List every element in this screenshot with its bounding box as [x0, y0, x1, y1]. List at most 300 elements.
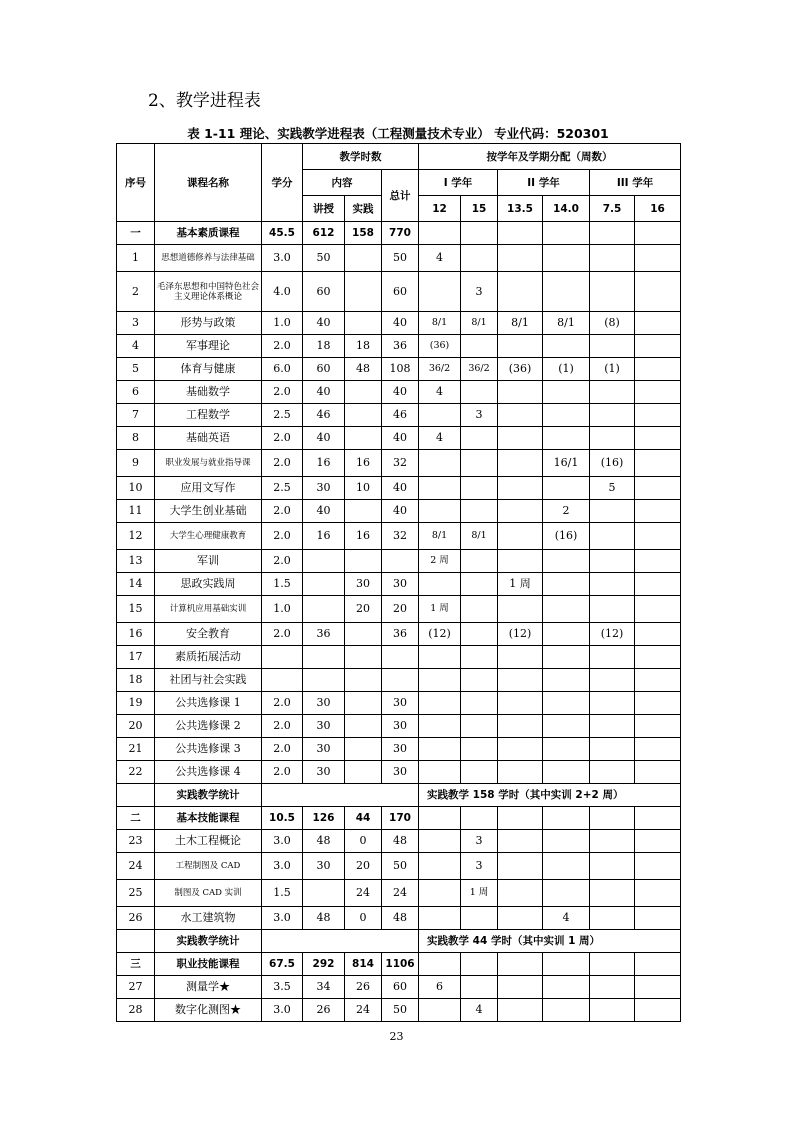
cell-sem-4 [543, 245, 590, 272]
cell-seq: 1 [117, 245, 155, 272]
cell-sem-5 [590, 807, 635, 830]
cell-sem-3 [498, 404, 543, 427]
cell-sem-4 [543, 692, 590, 715]
cell-seq: 一 [117, 222, 155, 245]
table-row [117, 550, 681, 573]
cell-total-hours: 1106 [382, 953, 419, 976]
cell-course-name: 职业技能课程 [155, 953, 262, 976]
cell-seq: 5 [117, 358, 155, 381]
cell-sem-5 [590, 692, 635, 715]
cell-lecture-hours: 612 [303, 222, 345, 245]
cell-credit: 2.0 [262, 623, 303, 646]
cell-lecture-hours: 46 [303, 404, 345, 427]
cell-sem-5 [590, 335, 635, 358]
cell-sem-1: 8/1 [419, 312, 461, 335]
cell-sem-3 [498, 692, 543, 715]
cell-credit: 3.0 [262, 907, 303, 930]
cell-sem-3 [498, 450, 543, 477]
cell-course-name: 安全教育 [155, 623, 262, 646]
practice-stat-row [117, 930, 681, 953]
cell-lecture-hours [303, 669, 345, 692]
table-row [117, 646, 681, 669]
cell-sem-1 [419, 573, 461, 596]
header-year-2: II 学年 [498, 170, 590, 196]
cell-sem-3: 1 周 [498, 573, 543, 596]
cell-sem-2 [461, 669, 498, 692]
cell-sem-4 [543, 646, 590, 669]
cell-sem-5 [590, 976, 635, 999]
table-caption: 表 1-11 理论、实践教学进程表（工程测量技术专业） 专业代码：520301 [187, 126, 609, 141]
table-row [117, 245, 681, 272]
cell-sem-2 [461, 807, 498, 830]
cell-practice-hours: 18 [345, 335, 382, 358]
cell-sem-5: (1) [590, 358, 635, 381]
cell-sem-5: (16) [590, 450, 635, 477]
cell-total-hours: 108 [382, 358, 419, 381]
cell-sem-4 [543, 999, 590, 1022]
cell-sem-2 [461, 427, 498, 450]
table-row [117, 381, 681, 404]
cell-practice-hours: 0 [345, 907, 382, 930]
cell-sem-5 [590, 596, 635, 623]
cell-sem-3 [498, 245, 543, 272]
cell-sem-3 [498, 807, 543, 830]
cell-seq: 3 [117, 312, 155, 335]
cell-practice-hours [345, 272, 382, 312]
cell-sem-6 [635, 623, 681, 646]
cell-sem-1 [419, 222, 461, 245]
cell-credit: 2.0 [262, 715, 303, 738]
header-hours: 教学时数 [303, 144, 419, 170]
cell-practice-hours: 0 [345, 830, 382, 853]
table-row [117, 272, 681, 312]
cell-lecture-hours: 48 [303, 907, 345, 930]
cell-total-hours: 32 [382, 450, 419, 477]
cell-sem-1 [419, 738, 461, 761]
cell-sem-5 [590, 953, 635, 976]
cell-sem-3 [498, 738, 543, 761]
cell-sem-5 [590, 427, 635, 450]
table-row [117, 573, 681, 596]
cell-sem-4 [543, 807, 590, 830]
cell-sem-5 [590, 830, 635, 853]
cell-total-hours: 40 [382, 427, 419, 450]
cell-seq: 8 [117, 427, 155, 450]
cell-seq: 4 [117, 335, 155, 358]
cell-sem-3: 8/1 [498, 312, 543, 335]
cell-sem-2: 1 周 [461, 880, 498, 907]
cell-credit: 6.0 [262, 358, 303, 381]
cell-practice-hours [345, 245, 382, 272]
cell-sem-6 [635, 853, 681, 880]
cell-sem-1 [419, 830, 461, 853]
cell-sem-6 [635, 953, 681, 976]
cell-sem-1: 36/2 [419, 358, 461, 381]
table-row [117, 523, 681, 550]
cell-sem-6 [635, 450, 681, 477]
header-semester-2: 15 [461, 196, 498, 222]
cell-sem-3 [498, 500, 543, 523]
table-row [117, 404, 681, 427]
cell-practice-hours: 814 [345, 953, 382, 976]
cell-seq: 27 [117, 976, 155, 999]
cell-sem-2 [461, 692, 498, 715]
cell-lecture-hours [303, 880, 345, 907]
cell-sem-4 [543, 976, 590, 999]
cell-credit: 2.0 [262, 523, 303, 550]
cell-sem-6 [635, 427, 681, 450]
cell-sem-3 [498, 550, 543, 573]
cell-sem-2 [461, 596, 498, 623]
cell-practice-hours [345, 312, 382, 335]
cell-sem-6 [635, 907, 681, 930]
cell-practice-hours [345, 550, 382, 573]
cell-lecture-hours: 40 [303, 312, 345, 335]
cell-sem-5 [590, 907, 635, 930]
cell-credit: 2.0 [262, 550, 303, 573]
cell-course-name: 公共选修课 4 [155, 761, 262, 784]
cell-sem-6 [635, 404, 681, 427]
cell-seq: 16 [117, 623, 155, 646]
cell-sem-2 [461, 500, 498, 523]
cell-sem-6 [635, 669, 681, 692]
cell-sem-3 [498, 999, 543, 1022]
cell-course-name: 应用文写作 [155, 477, 262, 500]
cell-seq: 9 [117, 450, 155, 477]
cell-total-hours [382, 669, 419, 692]
cell-credit: 2.0 [262, 427, 303, 450]
table-row [117, 312, 681, 335]
cell-lecture-hours: 48 [303, 830, 345, 853]
cell-sem-4 [543, 427, 590, 450]
cell-seq: 15 [117, 596, 155, 623]
cell-credit: 45.5 [262, 222, 303, 245]
cell-credit: 3.0 [262, 830, 303, 853]
cell-seq: 10 [117, 477, 155, 500]
cell-practice-hours: 24 [345, 999, 382, 1022]
cell-lecture-hours [303, 596, 345, 623]
cell-total-hours: 770 [382, 222, 419, 245]
cell-sem-4 [543, 573, 590, 596]
header-total: 总计 [382, 170, 419, 222]
cell-total-hours: 40 [382, 312, 419, 335]
cell-credit: 2.0 [262, 335, 303, 358]
cell-total-hours: 36 [382, 623, 419, 646]
cell-sem-2 [461, 222, 498, 245]
cell-lecture-hours: 40 [303, 381, 345, 404]
cell-credit: 2.0 [262, 381, 303, 404]
cell-sem-5 [590, 715, 635, 738]
cell-sem-6 [635, 807, 681, 830]
cell-lecture-hours: 26 [303, 999, 345, 1022]
cell-practice-hours: 26 [345, 976, 382, 999]
cell-credit: 1.5 [262, 573, 303, 596]
cell-course-name: 基本技能课程 [155, 807, 262, 830]
cell-lecture-hours: 16 [303, 523, 345, 550]
cell-practice-hours [345, 427, 382, 450]
cell-sem-5 [590, 761, 635, 784]
cell-sem-5: (12) [590, 623, 635, 646]
cell-sem-3 [498, 646, 543, 669]
cell-sem-4: 2 [543, 500, 590, 523]
cell-lecture-hours: 60 [303, 358, 345, 381]
cell-sem-3 [498, 477, 543, 500]
cell-seq: 17 [117, 646, 155, 669]
cell-sem-6 [635, 761, 681, 784]
cell-seq: 二 [117, 807, 155, 830]
table-row [117, 427, 681, 450]
cell-lecture-hours: 18 [303, 335, 345, 358]
cell-sem-2 [461, 761, 498, 784]
table-row [117, 976, 681, 999]
cell-seq: 2 [117, 272, 155, 312]
cell-sem-4 [543, 669, 590, 692]
cell-sem-1: 1 周 [419, 596, 461, 623]
cell-practice-hours: 16 [345, 523, 382, 550]
section-heading: 2、教学进程表 [148, 91, 261, 111]
cell-practice-hours [345, 500, 382, 523]
cell-course-name: 工程数学 [155, 404, 262, 427]
cell-sem-5 [590, 999, 635, 1022]
cell-credit: 3.0 [262, 999, 303, 1022]
cell-sem-3 [498, 880, 543, 907]
cell-practice-hours [345, 761, 382, 784]
cell-seq: 23 [117, 830, 155, 853]
stat-text: 实践教学 44 学时（其中实训 1 周） [419, 930, 681, 953]
cell-total-hours: 60 [382, 976, 419, 999]
cell-sem-1 [419, 807, 461, 830]
cell-sem-4 [543, 550, 590, 573]
cell-sem-3 [498, 761, 543, 784]
cell-sem-4: 4 [543, 907, 590, 930]
cell-credit: 1.0 [262, 596, 303, 623]
cell-sem-4 [543, 335, 590, 358]
cell-sem-3 [498, 853, 543, 880]
cell-total-hours: 36 [382, 335, 419, 358]
cell-course-name: 公共选修课 3 [155, 738, 262, 761]
cell-sem-1 [419, 907, 461, 930]
cell-sem-3 [498, 272, 543, 312]
cell-sem-6 [635, 830, 681, 853]
cell-credit: 4.0 [262, 272, 303, 312]
cell-sem-5 [590, 222, 635, 245]
section-row [117, 807, 681, 830]
cell-sem-2 [461, 623, 498, 646]
cell-sem-3 [498, 976, 543, 999]
cell-lecture-hours [303, 573, 345, 596]
cell-sem-3 [498, 523, 543, 550]
cell-practice-hours: 24 [345, 880, 382, 907]
stat-label: 实践教学统计 [155, 784, 262, 807]
cell-practice-hours: 48 [345, 358, 382, 381]
cell-seq: 19 [117, 692, 155, 715]
cell-seq: 24 [117, 853, 155, 880]
cell-credit: 1.0 [262, 312, 303, 335]
table-row [117, 596, 681, 623]
cell-total-hours: 32 [382, 523, 419, 550]
header-lecture: 讲授 [303, 196, 345, 222]
cell-seq: 28 [117, 999, 155, 1022]
cell-sem-3 [498, 596, 543, 623]
cell-sem-6 [635, 738, 681, 761]
cell-course-name: 军训 [155, 550, 262, 573]
cell-sem-6 [635, 358, 681, 381]
cell-sem-2: 3 [461, 404, 498, 427]
cell-practice-hours [345, 669, 382, 692]
cell-credit: 2.0 [262, 500, 303, 523]
page-number: 23 [389, 1030, 404, 1043]
cell-course-name: 基础英语 [155, 427, 262, 450]
cell-sem-2: 4 [461, 999, 498, 1022]
cell-sem-6 [635, 381, 681, 404]
cell-sem-5 [590, 272, 635, 312]
cell-sem-3 [498, 715, 543, 738]
cell-sem-6 [635, 477, 681, 500]
cell-lecture-hours: 30 [303, 761, 345, 784]
cell-total-hours: 50 [382, 245, 419, 272]
cell-credit: 2.5 [262, 477, 303, 500]
header-semester-6: 16 [635, 196, 681, 222]
header-year-3: III 学年 [590, 170, 681, 196]
cell-practice-hours: 30 [345, 573, 382, 596]
cell-course-name: 制图及 CAD 实训 [155, 880, 262, 907]
table-row [117, 669, 681, 692]
cell-sem-4: (16) [543, 523, 590, 550]
section-row [117, 222, 681, 245]
cell-sem-5 [590, 550, 635, 573]
cell-practice-hours [345, 404, 382, 427]
cell-total-hours: 50 [382, 853, 419, 880]
cell-sem-4: 8/1 [543, 312, 590, 335]
cell-sem-1 [419, 450, 461, 477]
table-row [117, 880, 681, 907]
cell-sem-1 [419, 272, 461, 312]
cell-course-name: 公共选修课 1 [155, 692, 262, 715]
cell-sem-3 [498, 427, 543, 450]
cell-sem-6 [635, 646, 681, 669]
cell-sem-4: 16/1 [543, 450, 590, 477]
cell-sem-1 [419, 646, 461, 669]
cell-course-name: 社团与社会实践 [155, 669, 262, 692]
cell-sem-2: 8/1 [461, 312, 498, 335]
cell-course-name: 基础数学 [155, 381, 262, 404]
cell-total-hours: 30 [382, 761, 419, 784]
cell-sem-2 [461, 646, 498, 669]
stat-label: 实践教学统计 [155, 930, 262, 953]
cell-sem-1: 4 [419, 381, 461, 404]
cell-sem-4 [543, 953, 590, 976]
cell-total-hours: 20 [382, 596, 419, 623]
cell-lecture-hours: 30 [303, 738, 345, 761]
cell-sem-2: 3 [461, 853, 498, 880]
cell-seq: 三 [117, 953, 155, 976]
cell-sem-3 [498, 222, 543, 245]
cell-practice-hours: 10 [345, 477, 382, 500]
cell-course-name: 军事理论 [155, 335, 262, 358]
cell-practice-hours: 20 [345, 596, 382, 623]
cell-credit: 2.0 [262, 761, 303, 784]
cell-practice-hours [345, 623, 382, 646]
table-row [117, 335, 681, 358]
cell-sem-5 [590, 880, 635, 907]
cell-total-hours [382, 550, 419, 573]
cell-practice-hours: 20 [345, 853, 382, 880]
cell-lecture-hours: 34 [303, 976, 345, 999]
cell-sem-1 [419, 477, 461, 500]
cell-credit [262, 669, 303, 692]
cell-course-name: 形势与政策 [155, 312, 262, 335]
cell-lecture-hours: 50 [303, 245, 345, 272]
cell-course-name: 计算机应用基础实训 [155, 596, 262, 623]
header-semester-1: 12 [419, 196, 461, 222]
cell-sem-4 [543, 596, 590, 623]
cell-sem-1 [419, 999, 461, 1022]
cell-sem-2 [461, 550, 498, 573]
cell-course-name: 体育与健康 [155, 358, 262, 381]
cell-sem-1 [419, 761, 461, 784]
cell-sem-2 [461, 450, 498, 477]
cell-sem-6 [635, 880, 681, 907]
header-credit: 学分 [262, 144, 303, 222]
cell-course-name: 职业发展与就业指导课 [155, 450, 262, 477]
cell-sem-2: 36/2 [461, 358, 498, 381]
cell-sem-4 [543, 381, 590, 404]
practice-stat-row [117, 784, 681, 807]
cell-lecture-hours: 292 [303, 953, 345, 976]
cell-practice-hours [345, 381, 382, 404]
cell-practice-hours [345, 646, 382, 669]
cell-total-hours: 30 [382, 573, 419, 596]
cell-sem-5: (8) [590, 312, 635, 335]
cell-lecture-hours [303, 550, 345, 573]
cell-sem-6 [635, 715, 681, 738]
table-row [117, 623, 681, 646]
cell-sem-2 [461, 738, 498, 761]
table-row [117, 830, 681, 853]
cell-course-name: 毛泽东思想和中国特色社会主义理论体系概论 [155, 272, 262, 312]
cell-total-hours: 24 [382, 880, 419, 907]
cell-sem-5 [590, 573, 635, 596]
cell-practice-hours: 158 [345, 222, 382, 245]
cell-course-name: 大学生心理健康教育 [155, 523, 262, 550]
cell-sem-6 [635, 596, 681, 623]
cell-sem-5 [590, 738, 635, 761]
table-row [117, 358, 681, 381]
cell-sem-6 [635, 550, 681, 573]
cell-lecture-hours: 40 [303, 427, 345, 450]
cell-sem-4 [543, 404, 590, 427]
cell-seq: 12 [117, 523, 155, 550]
cell-seq: 6 [117, 381, 155, 404]
cell-credit: 2.5 [262, 404, 303, 427]
cell-sem-4 [543, 222, 590, 245]
cell-sem-1 [419, 953, 461, 976]
cell-sem-2 [461, 381, 498, 404]
cell-sem-6 [635, 573, 681, 596]
cell-total-hours: 46 [382, 404, 419, 427]
cell-sem-4 [543, 761, 590, 784]
cell-course-name: 水工建筑物 [155, 907, 262, 930]
cell-sem-6 [635, 245, 681, 272]
cell-sem-2 [461, 477, 498, 500]
cell-sem-5 [590, 646, 635, 669]
cell-sem-6 [635, 222, 681, 245]
cell-sem-4 [543, 623, 590, 646]
stat-text: 实践教学 158 学时（其中实训 2+2 周） [419, 784, 681, 807]
cell-sem-2 [461, 976, 498, 999]
cell-sem-4 [543, 715, 590, 738]
cell-sem-2 [461, 907, 498, 930]
